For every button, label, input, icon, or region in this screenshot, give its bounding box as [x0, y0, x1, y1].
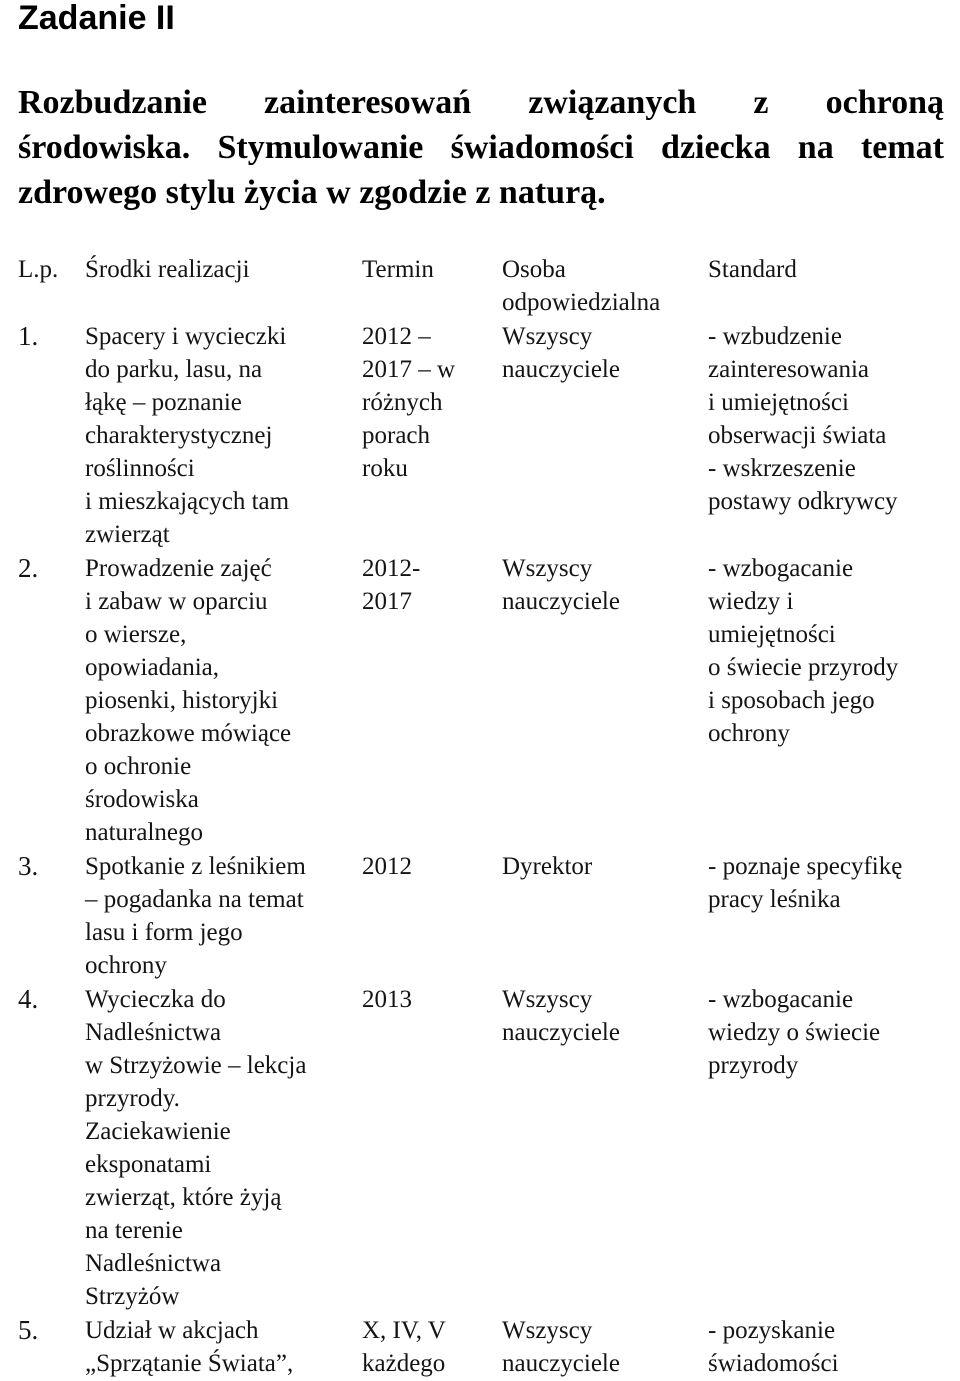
header-osoba: Osoba odpowiedzialna [502, 256, 661, 316]
row-5-lp: 5. [18, 1315, 39, 1345]
row-3-termin: 2012 [362, 853, 412, 880]
intro-line: Rozbudzanie zainteresowań związanych z ochroną [18, 84, 944, 121]
document-heading: Zadanie II [18, 0, 175, 37]
row-2-termin: 2012- 2017 [362, 555, 421, 615]
row-2-srodki: Prowadzenie zajęć i zabaw w oparciu o wiersze, opowiadania, piosenki, historyjki obrazkowe mówiące o ochronie środowiska naturalnego [85, 555, 292, 846]
row-4-osoba: Wszyscy nauczyciele [502, 986, 620, 1046]
row-2-osoba: Wszyscy nauczyciele [502, 555, 620, 615]
row-4-standard: - wzbogacanie wiedzy o świecie przyrody [708, 986, 881, 1079]
row-1-osoba: Wszyscy nauczyciele [502, 323, 620, 383]
row-1-lp: 1. [18, 321, 39, 351]
row-3-standard: - poznaje specyfikę pracy leśnika [708, 853, 903, 913]
intro-line: środowiska. Stymulowanie świadomości dziecka na temat [18, 129, 944, 166]
row-5-srodki: Udział w akcjach „Sprzątanie Świata”, [85, 1317, 294, 1377]
row-2-standard: - wzbogacanie wiedzy i umiejętności o świecie przyrody i sposobach jego ochrony [708, 555, 899, 747]
row-3-lp: 3. [18, 851, 39, 881]
row-1-srodki: Spacery i wycieczki do parku, lasu, na łąkę – poznanie charakterystycznej roślinności i mieszkających tam zwierząt [85, 323, 290, 548]
row-4-lp: 4. [18, 984, 39, 1014]
row-1-standard: - wzbudzenie zainteresowania i umiejętności obserwacji świata - wskrzeszenie postawy odkrywcy [708, 323, 898, 515]
row-5-standard: - pozyskanie świadomości [708, 1317, 839, 1377]
row-2-lp: 2. [18, 553, 39, 583]
intro-line: zdrowego stylu życia w zgodzie z naturą. [18, 174, 606, 211]
header-termin: Termin [362, 256, 434, 283]
row-3-osoba: Dyrektor [502, 853, 593, 880]
header-lp: L.p. [18, 256, 59, 283]
row-5-osoba: Wszyscy nauczyciele [502, 1317, 620, 1377]
intro-paragraph [18, 80, 944, 215]
row-4-srodki: Wycieczka do Nadleśnictwa w Strzyżowie – lekcja przyrody. Zaciekawienie eksponatami zwierząt, które żyją na terenie Nadleśnictwa Strzyżów [85, 986, 307, 1310]
row-1-termin: 2012 – 2017 – w różnych porach roku [362, 323, 456, 482]
header-standard: Standard [708, 256, 797, 283]
row-3-srodki: Spotkanie z leśnikiem – pogadanka na temat lasu i form jego ochrony [85, 853, 306, 979]
row-4-termin: 2013 [362, 986, 412, 1013]
row-5-termin: X, IV, V każdego [362, 1317, 446, 1377]
header-srodki: Środki realizacji [85, 256, 250, 283]
